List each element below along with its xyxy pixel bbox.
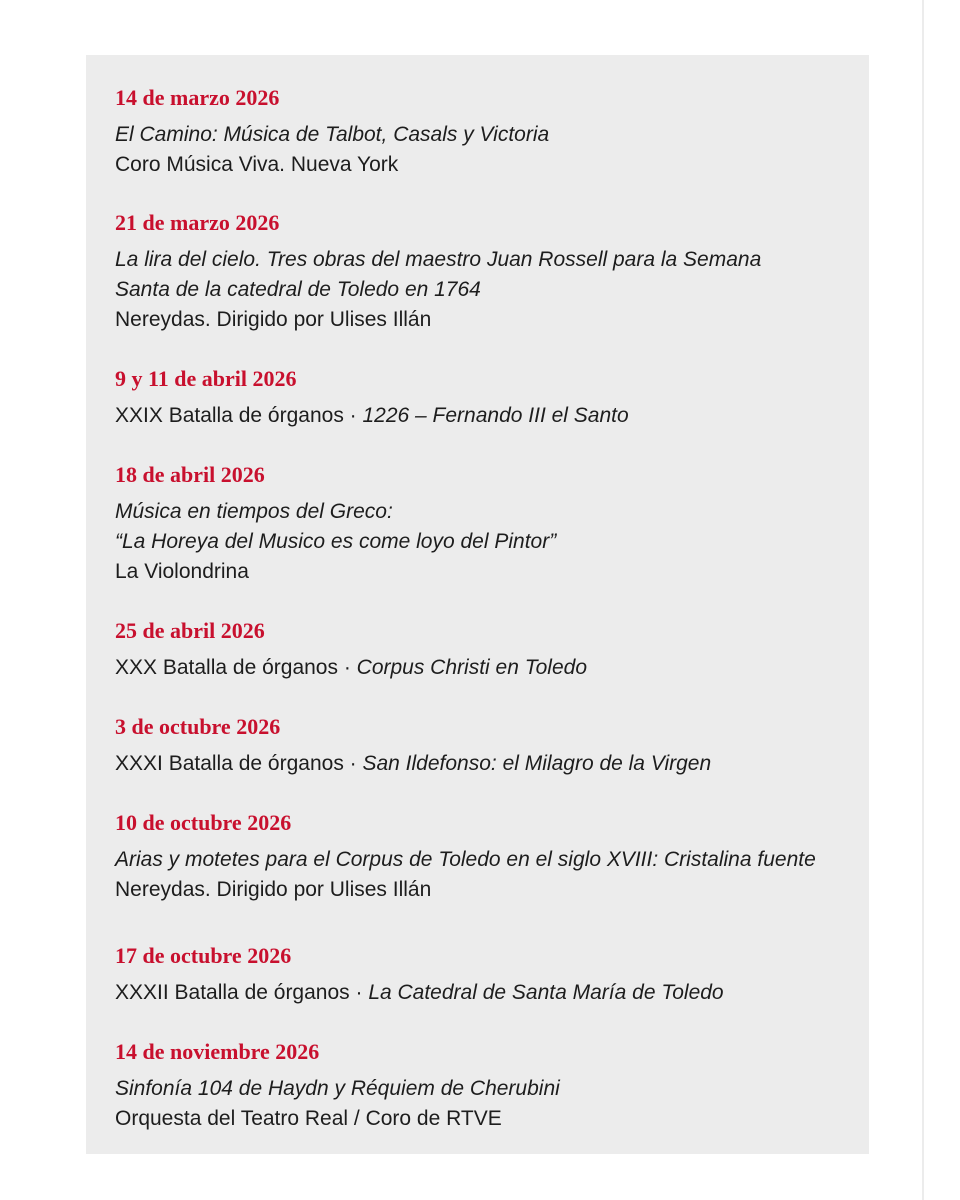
event-item (115, 1038, 560, 1134)
event-date: 17 de octubre 2026 (115, 943, 292, 968)
event-title (115, 978, 724, 1008)
event-date: 3 de octubre 2026 (115, 714, 281, 739)
event-series: XXX Batalla de órganos · (115, 656, 357, 679)
event-date: 14 de marzo 2026 (115, 85, 280, 110)
event-title (115, 653, 587, 683)
event-date: 14 de noviembre 2026 (115, 1039, 320, 1064)
event-date: 9 y 11 de abril 2026 (115, 366, 297, 391)
event-performer: Orquesta del Teatro Real / Coro de RTVE (115, 1107, 502, 1130)
event-date: 10 de octubre 2026 (115, 810, 292, 835)
event-series: XXXI Batalla de órganos · (115, 752, 363, 775)
event-title: Santa de la catedral de Toledo en 1764 (115, 278, 481, 301)
event-performer: Nereydas. Dirigido por Ulises Illán (115, 878, 432, 901)
event-item (115, 942, 724, 1008)
event-series: XXXII Batalla de órganos · (115, 981, 369, 1004)
event-performer: Coro Música Viva. Nueva York (115, 153, 399, 176)
event-title: Arias y motetes para el Corpus de Toledo en el siglo XVIII: Cristalina fuente (115, 848, 816, 871)
event-item (115, 713, 711, 779)
event-item (115, 84, 549, 180)
event-performer: La Violondrina (115, 560, 249, 583)
event-item (115, 809, 816, 905)
event-title: El Camino: Música de Talbot, Casals y Victoria (115, 123, 550, 146)
event-date: 21 de marzo 2026 (115, 210, 280, 235)
event-item (115, 617, 587, 683)
event-item (115, 209, 761, 335)
event-subtitle: San Ildefonso: el Milagro de la Virgen (362, 752, 712, 775)
event-date: 25 de abril 2026 (115, 618, 265, 643)
event-item (115, 365, 629, 431)
event-subtitle: Corpus Christi en Toledo (356, 656, 587, 679)
event-title (115, 749, 711, 779)
event-series: XXIX Batalla de órganos · (115, 404, 363, 427)
event-subtitle: 1226 – Fernando III el Santo (362, 404, 629, 427)
right-divider (922, 0, 924, 1200)
event-title: “La Horeya del Musico es come loyo del Pintor” (115, 530, 557, 553)
event-title: Música en tiempos del Greco: (115, 500, 393, 523)
event-performer: Nereydas. Dirigido por Ulises Illán (115, 308, 432, 331)
event-title: Sinfonía 104 de Haydn y Réquiem de Cherubini (115, 1077, 560, 1100)
event-subtitle: La Catedral de Santa María de Toledo (368, 981, 724, 1004)
event-title: La lira del cielo. Tres obras del maestro Juan Rossell para la Semana (115, 248, 762, 271)
event-item (115, 461, 556, 587)
concert-schedule-panel (86, 55, 869, 1154)
event-date: 18 de abril 2026 (115, 462, 265, 487)
event-title (115, 401, 629, 431)
